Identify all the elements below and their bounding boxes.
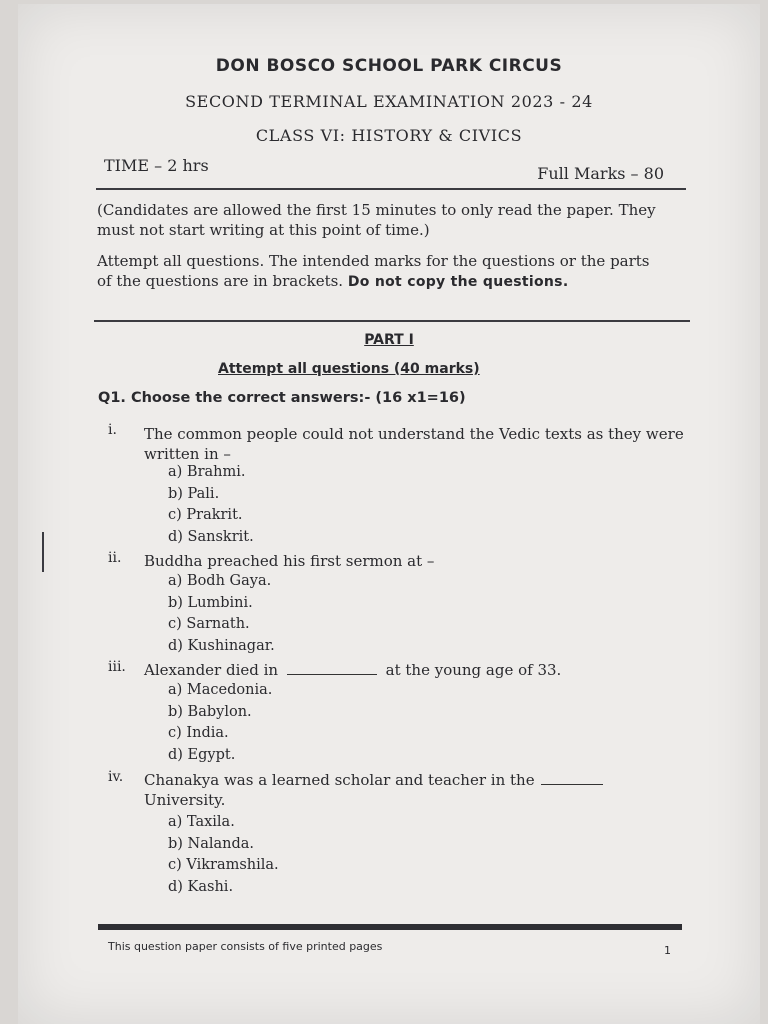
question-text-after-blank: at the young age of 33. bbox=[385, 661, 562, 679]
question-text: Buddha preached his first sermon at – bbox=[144, 552, 435, 570]
question-text bbox=[144, 770, 704, 810]
option: b) Babylon. bbox=[168, 704, 252, 720]
option: c) Prakrit. bbox=[168, 507, 243, 523]
option: b) Lumbini. bbox=[168, 595, 253, 611]
question-number: iv. bbox=[108, 769, 124, 785]
option: c) Sarnath. bbox=[168, 616, 250, 632]
exam-time: TIME – 2 hrs bbox=[104, 156, 209, 175]
question-1-title: Q1. Choose the correct answers:- (16 x1=16) bbox=[98, 390, 466, 406]
page-number: 1 bbox=[664, 944, 671, 957]
question-text-line2: University. bbox=[144, 791, 226, 809]
margin-mark bbox=[42, 532, 44, 572]
class-subject: CLASS VI: HISTORY & CIVICS bbox=[255, 126, 523, 145]
option: a) Taxila. bbox=[168, 814, 235, 830]
header-divider bbox=[96, 188, 686, 190]
question-text bbox=[144, 660, 704, 680]
option: d) Kushinagar. bbox=[168, 638, 275, 654]
option: d) Sanskrit. bbox=[168, 529, 254, 545]
full-marks: Full Marks – 80 bbox=[537, 164, 664, 183]
part-subtitle: Attempt all questions (40 marks) bbox=[218, 361, 480, 377]
school-name: DON BOSCO SCHOOL PARK CIRCUS bbox=[215, 56, 563, 76]
option: c) India. bbox=[168, 725, 229, 741]
option: a) Macedonia. bbox=[168, 682, 273, 698]
answer-blank bbox=[541, 784, 603, 785]
footer-note: This question paper consists of five printed pages bbox=[108, 940, 383, 953]
option: b) Pali. bbox=[168, 486, 220, 502]
question-number: iii. bbox=[108, 659, 126, 675]
general-instructions-text: Attempt all questions. The intended marks for the questions or the parts of the questions are in brackets. bbox=[97, 252, 650, 290]
reading-time-note: (Candidates are allowed the first 15 minutes to only read the paper. They must not start writing at this point of time.) bbox=[97, 201, 656, 239]
question-paper-page bbox=[18, 4, 760, 1024]
question-number: ii. bbox=[108, 550, 122, 566]
question-number: i. bbox=[108, 422, 117, 438]
footer-bar bbox=[98, 924, 682, 930]
option: d) Kashi. bbox=[168, 879, 234, 895]
question-text-line1: Chanakya was a learned scholar and teacher in the bbox=[144, 771, 535, 789]
option: b) Nalanda. bbox=[168, 836, 255, 852]
option: c) Vikramshila. bbox=[168, 857, 279, 873]
no-copy-instruction: Do not copy the questions. bbox=[347, 274, 569, 290]
answer-blank bbox=[287, 674, 377, 675]
option: a) Brahmi. bbox=[168, 464, 246, 480]
question-text-before-blank: Alexander died in bbox=[144, 661, 279, 679]
option: a) Bodh Gaya. bbox=[168, 573, 272, 589]
instructions-divider bbox=[94, 320, 690, 322]
option: d) Egypt. bbox=[168, 747, 236, 763]
part-title: PART I bbox=[364, 332, 414, 348]
exam-title: SECOND TERMINAL EXAMINATION 2023 - 24 bbox=[185, 92, 593, 111]
question-text: The common people could not understand the Vedic texts as they were written in – bbox=[144, 425, 684, 463]
general-instructions bbox=[97, 251, 667, 292]
